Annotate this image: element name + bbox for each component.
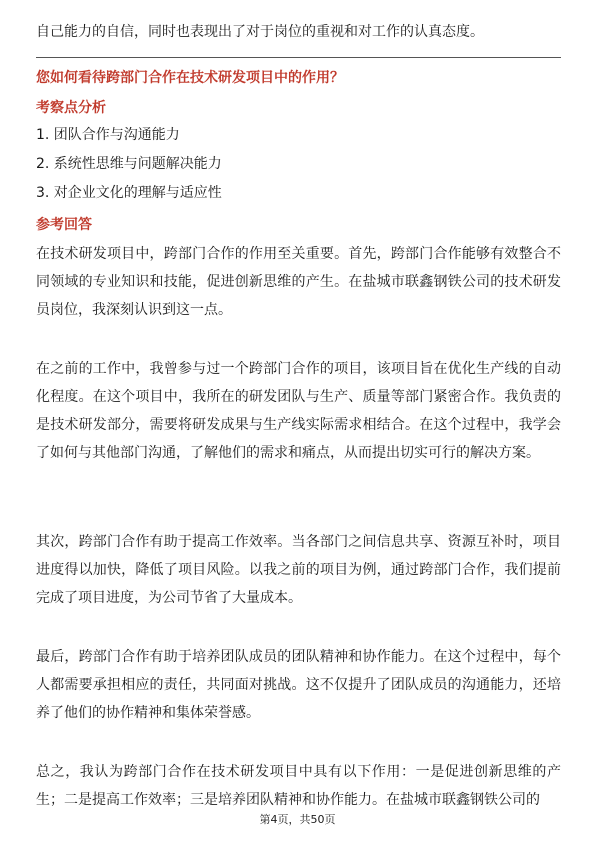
answer-heading: 参考回答 <box>36 217 92 233</box>
question-heading: 您如何看待跨部门合作在技术研发项目中的作用？ <box>36 70 344 86</box>
analysis-point: 3. 对企业文化的理解与适应性 <box>36 185 222 201</box>
page-number-footer: 第4页，共50页 <box>259 813 336 826</box>
analysis-heading: 考察点分析 <box>36 100 106 116</box>
answer-paragraph: 最后，跨部门合作有助于培养团队成员的团队精神和协作能力。在这个过程中，每个人都需要承担相应的责任，共同面对挑战。这不仅提升了团队成员的沟通能力，还培养了他们的协作精神和集体荣誉感。 <box>36 649 561 721</box>
answer-paragraph: 在技术研发项目中，跨部门合作的作用至关重要。首先，跨部门合作能够有效整合不同领域的专业知识和技能，促进创新思维的产生。在盐城市联鑫钢铁公司的技术研发员岗位，我深刻认识到这一点。 <box>36 246 561 318</box>
analysis-point: 2. 系统性思维与问题解决能力 <box>36 156 222 172</box>
answer-paragraph: 在之前的工作中，我曾参与过一个跨部门合作的项目，该项目旨在优化生产线的自动化程度。在这个项目中，我所在的研发团队与生产、质量等部门紧密合作。我负责的是技术研发部分，需要将研发成果与生产线实际需求相结合。在这个过程中，我学会了如何与其他部门沟通，了解他们的需求和痛点，从而提出切实可行的解决方案。 <box>36 361 561 461</box>
analysis-point: 1. 团队合作与沟通能力 <box>36 127 180 143</box>
intro-continuation-text: 自己能力的自信，同时也表现出了对于岗位的重视和对工作的认真态度。 <box>36 24 484 40</box>
answer-paragraph: 其次，跨部门合作有助于提高工作效率。当各部门之间信息共享、资源互补时，项目进度得以加快，降低了项目风险。以我之前的项目为例，通过跨部门合作，我们提前完成了项目进度，为公司节省了大量成本。 <box>36 534 561 606</box>
answer-paragraph: 总之，我认为跨部门合作在技术研发项目中具有以下作用：一是促进创新思维的产生；二是提高工作效率；三是培养团队精神和协作能力。在盐城市联鑫钢铁公司的 <box>36 764 561 808</box>
section-divider <box>36 57 561 58</box>
